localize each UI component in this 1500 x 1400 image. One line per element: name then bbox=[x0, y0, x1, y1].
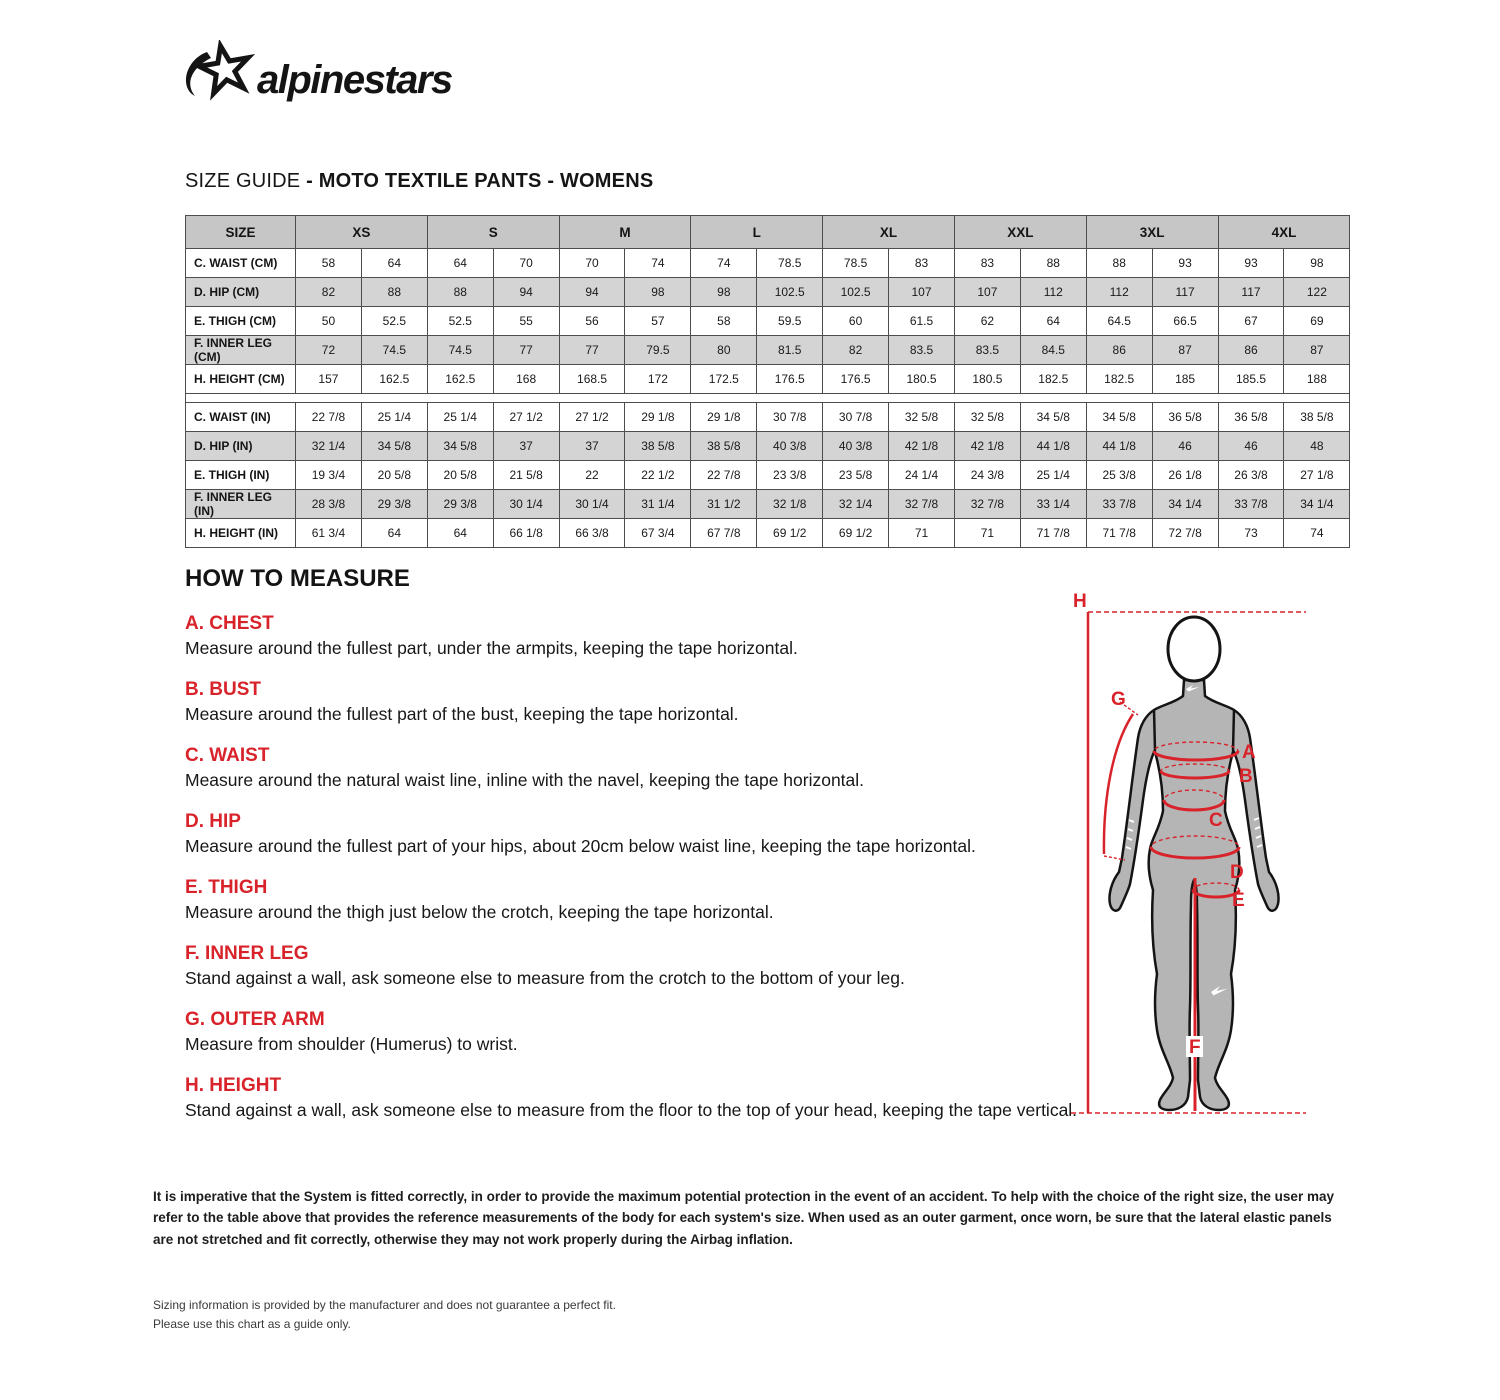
measurement-cell: 61.5 bbox=[889, 307, 955, 336]
measurement-cell: 37 bbox=[493, 432, 559, 461]
measurement-cell: 64 bbox=[1020, 307, 1086, 336]
diagram-label-outer-arm: G bbox=[1111, 689, 1126, 710]
measurement-cell: 38 5/8 bbox=[1284, 403, 1350, 432]
diagram-label-height: H bbox=[1073, 592, 1087, 612]
measure-item-text: Measure around the thigh just below the crotch, keeping the tape horizontal. bbox=[185, 902, 774, 922]
fitting-disclaimer: It is imperative that the System is fitted correctly, in order to provide the maximum potential protection in the event of an accident. To help with the choice of the right size, the user may refer to the table above that provides the reference measurements of the body for each system's size. When used as an outer garment, once worn, be sure that the lateral elastic panels are not stretched and fit correctly, otherwise they may not work properly during the Airbag inflation. bbox=[153, 1189, 1334, 1247]
measurement-cell: 40 3/8 bbox=[823, 432, 889, 461]
measure-item-title: A. CHEST bbox=[185, 613, 274, 634]
measurement-diagram bbox=[1058, 592, 1318, 1145]
measurement-cell: 168 bbox=[493, 365, 559, 394]
row-label-cell: E. THIGH (CM) bbox=[186, 307, 296, 336]
measurement-cell: 98 bbox=[625, 278, 691, 307]
measurement-cell: 107 bbox=[889, 278, 955, 307]
measurement-cell: 82 bbox=[296, 278, 362, 307]
size-column-header: XXL bbox=[954, 216, 1086, 249]
measurement-cell: 22 1/2 bbox=[625, 461, 691, 490]
measurement-cell: 34 1/4 bbox=[1152, 490, 1218, 519]
measurement-cell: 71 7/8 bbox=[1020, 519, 1086, 548]
diagram-label-chest: A bbox=[1242, 742, 1256, 763]
measurement-cell: 73 bbox=[1218, 519, 1284, 548]
measurement-cell: 40 3/8 bbox=[757, 432, 823, 461]
measurement-cell: 42 1/8 bbox=[954, 432, 1020, 461]
measure-item-title: E. THIGH bbox=[185, 877, 268, 898]
measurement-cell: 83.5 bbox=[889, 336, 955, 365]
measurement-cell: 50 bbox=[296, 307, 362, 336]
diagram-label-waist: C bbox=[1209, 810, 1223, 831]
measurement-cell: 52.5 bbox=[361, 307, 427, 336]
measurement-cell: 78.5 bbox=[823, 249, 889, 278]
measure-item-title: H. HEIGHT bbox=[185, 1075, 282, 1096]
measurement-cell: 88 bbox=[361, 278, 427, 307]
measurement-cell: 64 bbox=[361, 519, 427, 548]
measurement-cell: 71 bbox=[954, 519, 1020, 548]
measure-item-outer-arm bbox=[185, 1008, 1085, 1056]
measurement-cell: 42 1/8 bbox=[889, 432, 955, 461]
measure-item-title: F. INNER LEG bbox=[185, 943, 309, 964]
measurement-cell: 182.5 bbox=[1020, 365, 1086, 394]
measurement-cell: 29 3/8 bbox=[361, 490, 427, 519]
measure-item-title: D. HIP bbox=[185, 811, 241, 832]
measurement-cell: 70 bbox=[559, 249, 625, 278]
table-row bbox=[186, 336, 1350, 365]
row-label-cell: D. HIP (CM) bbox=[186, 278, 296, 307]
measurement-cell: 162.5 bbox=[361, 365, 427, 394]
row-label-cell: H. HEIGHT (IN) bbox=[186, 519, 296, 548]
measurement-cell: 182.5 bbox=[1086, 365, 1152, 394]
page-title-main: - MOTO TEXTILE PANTS - WOMENS bbox=[306, 170, 654, 192]
footer-line-1: Sizing information is provided by the manufacturer and does not guarantee a perfect fit. bbox=[153, 1298, 616, 1312]
diagram-label-bust: B bbox=[1239, 766, 1253, 787]
measurement-cell: 21 5/8 bbox=[493, 461, 559, 490]
measurement-cell: 32 7/8 bbox=[954, 490, 1020, 519]
measurement-cell: 69 bbox=[1284, 307, 1350, 336]
measurement-cell: 38 5/8 bbox=[625, 432, 691, 461]
measurement-cell: 34 5/8 bbox=[361, 432, 427, 461]
diagram-label-thigh: E bbox=[1232, 890, 1245, 911]
measurement-cell: 188 bbox=[1284, 365, 1350, 394]
table-row bbox=[186, 278, 1350, 307]
measure-list bbox=[185, 612, 1085, 1140]
measurement-cell: 23 5/8 bbox=[823, 461, 889, 490]
measurement-cell: 74 bbox=[1284, 519, 1350, 548]
row-label-cell: F. INNER LEG (CM) bbox=[186, 336, 296, 365]
measurement-cell: 59.5 bbox=[757, 307, 823, 336]
measurement-cell: 52.5 bbox=[427, 307, 493, 336]
measurement-cell: 122 bbox=[1284, 278, 1350, 307]
measurement-cell: 86 bbox=[1218, 336, 1284, 365]
table-row bbox=[186, 307, 1350, 336]
measure-item-text: Measure around the fullest part of your hips, about 20cm below waist line, keeping the tape horizontal. bbox=[185, 836, 976, 856]
measurement-cell: 23 3/8 bbox=[757, 461, 823, 490]
table-row bbox=[186, 403, 1350, 432]
measurement-cell: 25 1/4 bbox=[427, 403, 493, 432]
measurement-cell: 24 3/8 bbox=[954, 461, 1020, 490]
measurement-cell: 112 bbox=[1086, 278, 1152, 307]
size-table bbox=[185, 215, 1350, 548]
measurement-cell: 172 bbox=[625, 365, 691, 394]
measurement-cell: 30 7/8 bbox=[757, 403, 823, 432]
measurement-cell: 93 bbox=[1152, 249, 1218, 278]
measurement-cell: 62 bbox=[954, 307, 1020, 336]
row-label-cell: C. WAIST (IN) bbox=[186, 403, 296, 432]
table-row bbox=[186, 432, 1350, 461]
measurement-cell: 77 bbox=[559, 336, 625, 365]
measurement-cell: 88 bbox=[1086, 249, 1152, 278]
measurement-cell: 25 3/8 bbox=[1086, 461, 1152, 490]
measurement-cell: 64.5 bbox=[1086, 307, 1152, 336]
measurement-cell: 102.5 bbox=[757, 278, 823, 307]
measurement-cell: 32 5/8 bbox=[954, 403, 1020, 432]
size-table-header-row bbox=[186, 216, 1350, 249]
row-label-cell: D. HIP (IN) bbox=[186, 432, 296, 461]
measurement-cell: 117 bbox=[1152, 278, 1218, 307]
alpinestars-star-icon bbox=[183, 40, 493, 115]
measurement-cell: 58 bbox=[296, 249, 362, 278]
brand-logo bbox=[183, 40, 493, 120]
table-row bbox=[186, 519, 1350, 548]
measurement-cell: 29 3/8 bbox=[427, 490, 493, 519]
measurement-cell: 107 bbox=[954, 278, 1020, 307]
measurement-cell: 26 1/8 bbox=[1152, 461, 1218, 490]
size-column-header: M bbox=[559, 216, 691, 249]
measurement-cell: 69 1/2 bbox=[757, 519, 823, 548]
table-spacer-row bbox=[186, 394, 1350, 403]
body-figure-icon bbox=[1058, 592, 1318, 1140]
measurement-cell: 25 1/4 bbox=[1020, 461, 1086, 490]
measurement-cell: 94 bbox=[559, 278, 625, 307]
measure-item-title: C. WAIST bbox=[185, 745, 270, 766]
measurement-cell: 185 bbox=[1152, 365, 1218, 394]
measurement-cell: 117 bbox=[1218, 278, 1284, 307]
measurement-cell: 36 5/8 bbox=[1152, 403, 1218, 432]
measurement-cell: 70 bbox=[493, 249, 559, 278]
measure-item-title: G. OUTER ARM bbox=[185, 1009, 325, 1030]
measurement-cell: 98 bbox=[691, 278, 757, 307]
measure-item-thigh bbox=[185, 876, 1085, 924]
measurement-cell: 29 1/8 bbox=[691, 403, 757, 432]
measurement-cell: 74 bbox=[691, 249, 757, 278]
measurement-cell: 72 bbox=[296, 336, 362, 365]
measurement-cell: 57 bbox=[625, 307, 691, 336]
measurement-cell: 172.5 bbox=[691, 365, 757, 394]
measurement-cell: 34 5/8 bbox=[427, 432, 493, 461]
measurement-cell: 19 3/4 bbox=[296, 461, 362, 490]
measure-item-text: Measure around the natural waist line, inline with the navel, keeping the tape horizontal. bbox=[185, 770, 865, 790]
measure-item-chest bbox=[185, 612, 1085, 660]
measurement-cell: 162.5 bbox=[427, 365, 493, 394]
row-label-cell: H. HEIGHT (CM) bbox=[186, 365, 296, 394]
measurement-cell: 157 bbox=[296, 365, 362, 394]
page-title-prefix: SIZE GUIDE bbox=[185, 170, 307, 192]
measurement-cell: 26 3/8 bbox=[1218, 461, 1284, 490]
measurement-cell: 25 1/4 bbox=[361, 403, 427, 432]
measurement-cell: 69 1/2 bbox=[823, 519, 889, 548]
measurement-cell: 22 bbox=[559, 461, 625, 490]
size-column-header: S bbox=[427, 216, 559, 249]
measurement-cell: 29 1/8 bbox=[625, 403, 691, 432]
measurement-cell: 180.5 bbox=[889, 365, 955, 394]
measurement-cell: 22 7/8 bbox=[691, 461, 757, 490]
measurement-cell: 81.5 bbox=[757, 336, 823, 365]
measurement-cell: 55 bbox=[493, 307, 559, 336]
measurement-cell: 31 1/2 bbox=[691, 490, 757, 519]
measurement-cell: 64 bbox=[427, 519, 493, 548]
size-column-header: 4XL bbox=[1218, 216, 1350, 249]
measurement-cell: 74.5 bbox=[427, 336, 493, 365]
diagram-label-inner-leg: F bbox=[1189, 1037, 1201, 1058]
measurement-cell: 32 1/8 bbox=[757, 490, 823, 519]
diagram-label-hip: D bbox=[1230, 862, 1244, 883]
table-row bbox=[186, 249, 1350, 278]
measurement-cell: 77 bbox=[493, 336, 559, 365]
measurement-cell: 46 bbox=[1218, 432, 1284, 461]
measurement-cell: 33 7/8 bbox=[1218, 490, 1284, 519]
measurement-cell: 78.5 bbox=[757, 249, 823, 278]
size-table-container bbox=[185, 215, 1350, 548]
measurement-cell: 185.5 bbox=[1218, 365, 1284, 394]
size-table-body bbox=[186, 249, 1350, 548]
measurement-cell: 32 1/4 bbox=[823, 490, 889, 519]
measurement-cell: 44 1/8 bbox=[1086, 432, 1152, 461]
measurement-cell: 27 1/2 bbox=[559, 403, 625, 432]
measure-item-text: Measure from shoulder (Humerus) to wrist. bbox=[185, 1034, 518, 1054]
measurement-cell: 20 5/8 bbox=[361, 461, 427, 490]
measure-item-inner-leg bbox=[185, 942, 1085, 990]
measurement-cell: 22 7/8 bbox=[296, 403, 362, 432]
measurement-cell: 32 1/4 bbox=[296, 432, 362, 461]
footer-note bbox=[153, 1296, 616, 1333]
row-label-cell: E. THIGH (IN) bbox=[186, 461, 296, 490]
measurement-cell: 30 1/4 bbox=[493, 490, 559, 519]
brand-logo-text: alpinestars bbox=[257, 58, 452, 102]
measurement-cell: 82 bbox=[823, 336, 889, 365]
measurement-cell: 33 7/8 bbox=[1086, 490, 1152, 519]
measure-item-height bbox=[185, 1074, 1085, 1122]
measurement-cell: 94 bbox=[493, 278, 559, 307]
size-corner-header: SIZE bbox=[186, 216, 296, 249]
measurement-cell: 48 bbox=[1284, 432, 1350, 461]
measurement-cell: 66.5 bbox=[1152, 307, 1218, 336]
measure-item-text: Stand against a wall, ask someone else to measure from the crotch to the bottom of your leg. bbox=[185, 968, 905, 988]
size-column-header: XL bbox=[823, 216, 955, 249]
measurement-cell: 83 bbox=[954, 249, 1020, 278]
measurement-cell: 46 bbox=[1152, 432, 1218, 461]
measurement-cell: 34 5/8 bbox=[1086, 403, 1152, 432]
table-row bbox=[186, 365, 1350, 394]
measurement-cell: 64 bbox=[427, 249, 493, 278]
measurement-cell: 61 3/4 bbox=[296, 519, 362, 548]
measure-item-waist bbox=[185, 744, 1085, 792]
measurement-cell: 33 1/4 bbox=[1020, 490, 1086, 519]
measurement-cell: 87 bbox=[1284, 336, 1350, 365]
measurement-cell: 86 bbox=[1086, 336, 1152, 365]
measurement-cell: 64 bbox=[361, 249, 427, 278]
measure-item-text: Measure around the fullest part, under the armpits, keeping the tape horizontal. bbox=[185, 638, 798, 658]
measurement-cell: 67 3/4 bbox=[625, 519, 691, 548]
size-column-header: XS bbox=[296, 216, 428, 249]
measurement-cell: 79.5 bbox=[625, 336, 691, 365]
measurement-cell: 32 7/8 bbox=[889, 490, 955, 519]
measurement-cell: 27 1/8 bbox=[1284, 461, 1350, 490]
measurement-cell: 74.5 bbox=[361, 336, 427, 365]
measurement-cell: 67 bbox=[1218, 307, 1284, 336]
measurement-cell: 24 1/4 bbox=[889, 461, 955, 490]
measurement-cell: 168.5 bbox=[559, 365, 625, 394]
footer-line-2: Please use this chart as a guide only. bbox=[153, 1316, 351, 1331]
measurement-cell: 27 1/2 bbox=[493, 403, 559, 432]
measurement-cell: 74 bbox=[625, 249, 691, 278]
measurement-cell: 32 5/8 bbox=[889, 403, 955, 432]
measurement-cell: 112 bbox=[1020, 278, 1086, 307]
measurement-cell: 34 5/8 bbox=[1020, 403, 1086, 432]
measurement-cell: 180.5 bbox=[954, 365, 1020, 394]
measurement-cell: 71 bbox=[889, 519, 955, 548]
measurement-cell: 88 bbox=[427, 278, 493, 307]
size-column-header: 3XL bbox=[1086, 216, 1218, 249]
measurement-cell: 28 3/8 bbox=[296, 490, 362, 519]
measurement-cell: 80 bbox=[691, 336, 757, 365]
measurement-cell: 44 1/8 bbox=[1020, 432, 1086, 461]
row-label-cell: F. INNER LEG (IN) bbox=[186, 490, 296, 519]
size-column-header: L bbox=[691, 216, 823, 249]
measurement-cell: 176.5 bbox=[757, 365, 823, 394]
measurement-cell: 88 bbox=[1020, 249, 1086, 278]
page-title bbox=[185, 170, 653, 193]
measurement-cell: 71 7/8 bbox=[1086, 519, 1152, 548]
measure-item-text: Measure around the fullest part of the bust, keeping the tape horizontal. bbox=[185, 704, 739, 724]
measurement-cell: 31 1/4 bbox=[625, 490, 691, 519]
measurement-cell: 83 bbox=[889, 249, 955, 278]
measurement-cell: 102.5 bbox=[823, 278, 889, 307]
measure-item-bust bbox=[185, 678, 1085, 726]
measurement-cell: 72 7/8 bbox=[1152, 519, 1218, 548]
measurement-cell: 67 7/8 bbox=[691, 519, 757, 548]
measurement-cell: 176.5 bbox=[823, 365, 889, 394]
measurement-cell: 87 bbox=[1152, 336, 1218, 365]
measurement-cell: 37 bbox=[559, 432, 625, 461]
row-label-cell: C. WAIST (CM) bbox=[186, 249, 296, 278]
measurement-cell: 56 bbox=[559, 307, 625, 336]
measurement-cell: 36 5/8 bbox=[1218, 403, 1284, 432]
measurement-cell: 58 bbox=[691, 307, 757, 336]
measurement-cell: 38 5/8 bbox=[691, 432, 757, 461]
measurement-cell: 84.5 bbox=[1020, 336, 1086, 365]
table-row bbox=[186, 490, 1350, 519]
measure-item-title: B. BUST bbox=[185, 679, 261, 700]
measurement-cell: 30 7/8 bbox=[823, 403, 889, 432]
table-row bbox=[186, 461, 1350, 490]
measurement-cell: 66 3/8 bbox=[559, 519, 625, 548]
how-to-measure-heading: HOW TO MEASURE bbox=[185, 565, 410, 592]
measurement-cell: 98 bbox=[1284, 249, 1350, 278]
measurement-cell: 83.5 bbox=[954, 336, 1020, 365]
measurement-cell: 30 1/4 bbox=[559, 490, 625, 519]
measurement-cell: 66 1/8 bbox=[493, 519, 559, 548]
measure-item-text: Stand against a wall, ask someone else to measure from the floor to the top of your head, keeping the tape vertical. bbox=[185, 1100, 1078, 1120]
measurement-cell: 34 1/4 bbox=[1284, 490, 1350, 519]
measurement-cell: 93 bbox=[1218, 249, 1284, 278]
measurement-cell: 20 5/8 bbox=[427, 461, 493, 490]
measurement-cell: 60 bbox=[823, 307, 889, 336]
measure-item-hip bbox=[185, 810, 1085, 858]
